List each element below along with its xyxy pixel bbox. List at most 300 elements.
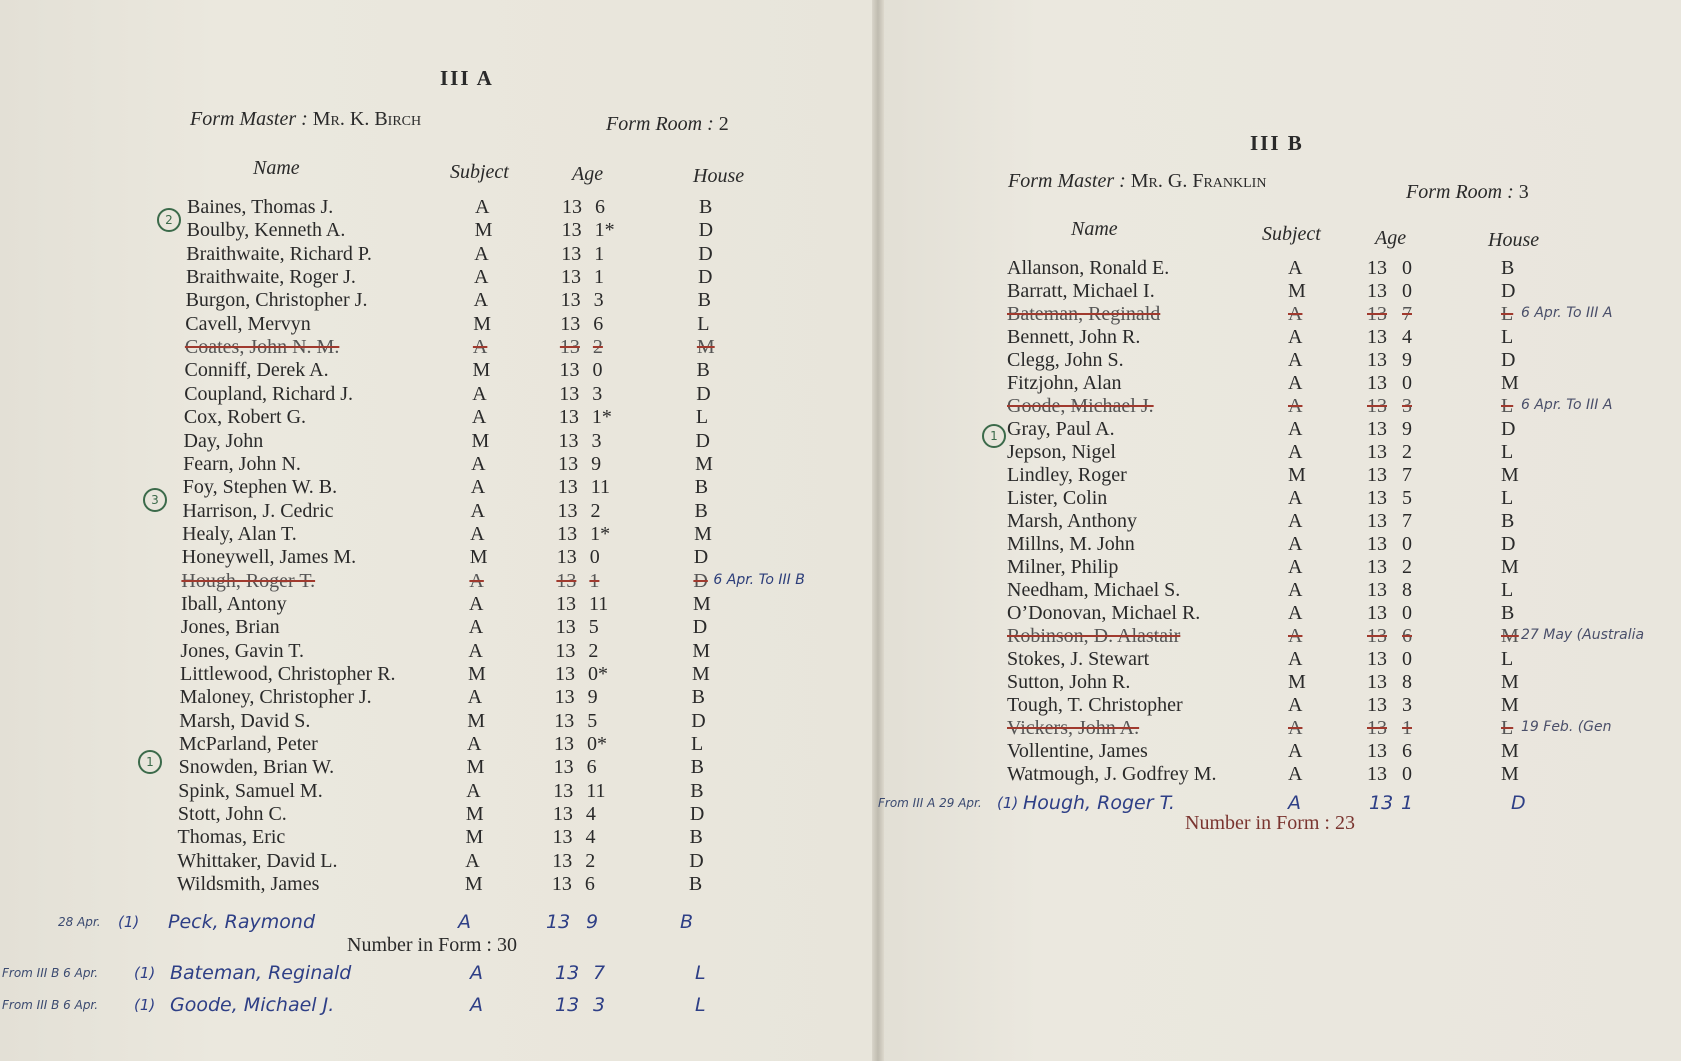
student-subject: A: [1288, 625, 1303, 648]
student-subject: A: [474, 242, 489, 265]
student-age-years: 13: [555, 663, 575, 685]
form-a-title: III A: [440, 66, 494, 90]
student-subject: A: [1288, 441, 1303, 464]
student-name: Lindley, Roger: [1007, 464, 1127, 487]
student-subject: A: [470, 994, 483, 1016]
student-age-years: 13: [556, 592, 577, 615]
student-subject: A: [468, 639, 483, 662]
student-age-months: 3: [1402, 395, 1412, 418]
student-age-years: 13: [552, 849, 573, 872]
student-age-years: 13: [561, 242, 582, 265]
student-house: D: [698, 219, 714, 242]
student-age-years: 13: [555, 616, 576, 639]
student-house: B: [690, 779, 704, 802]
student-subject: A: [458, 911, 471, 933]
student-age-years: 13: [562, 196, 582, 218]
handwritten-row: [2, 994, 1030, 1020]
student-age-months: 9: [1402, 349, 1412, 372]
student-subject: A: [1288, 349, 1303, 372]
roster-row: [181, 593, 1041, 616]
student-house: D: [1511, 792, 1526, 814]
student-age-months: 11: [586, 779, 606, 802]
student-subject: A: [1288, 556, 1303, 579]
student-house: L: [1501, 648, 1514, 671]
student-name: Needham, Michael S.: [1007, 579, 1181, 602]
student-age-years: 13: [1367, 487, 1387, 510]
student-age-years: 13: [559, 336, 580, 359]
student-subject: A: [1288, 533, 1303, 556]
student-age-years: 13: [1367, 395, 1387, 418]
roster-row: [184, 406, 1044, 429]
student-age-years: 13: [1369, 792, 1394, 814]
student-age-years: 13: [1367, 602, 1387, 625]
student-age-years: 13: [546, 911, 571, 933]
student-age-years: 13: [1367, 763, 1387, 786]
student-name: Hough, Roger T.: [181, 569, 316, 592]
student-name: O’Donovan, Michael R.: [1007, 602, 1201, 625]
student-subject: A: [1288, 579, 1303, 602]
student-age-years: 13: [1367, 372, 1387, 395]
student-age-months: 0: [1402, 602, 1412, 625]
student-age-months: 6: [593, 312, 604, 335]
roster-row: [177, 873, 1037, 896]
student-name: Fearn, John N.: [183, 452, 301, 475]
student-name: Maloney, Christopher J.: [179, 686, 372, 709]
student-subject: A: [1288, 372, 1303, 395]
student-subject: A: [1288, 717, 1303, 740]
student-house: L: [1501, 303, 1514, 326]
roster-row: [182, 523, 1042, 546]
student-house: D: [691, 709, 706, 732]
form-b-room-number: 3: [1518, 181, 1529, 203]
roster-row: [1007, 464, 1681, 487]
student-name: Bateman, Reginald: [170, 962, 352, 984]
roster-row: [184, 383, 1044, 406]
student-age-years: 13: [1367, 717, 1387, 740]
student-age-months: 3: [593, 994, 606, 1016]
student-age-months: 6: [1402, 625, 1412, 648]
student-age-months: 4: [1402, 326, 1412, 349]
student-house: M: [1501, 763, 1519, 786]
form-a-header-name: Name: [253, 157, 300, 179]
student-subject: A: [1288, 510, 1303, 533]
student-house: M: [694, 522, 712, 545]
student-age-years: 13: [561, 219, 582, 242]
student-name: Day, John: [183, 429, 264, 452]
student-name: Conniff, Derek A.: [184, 359, 329, 382]
student-name: Baines, Thomas J.: [187, 196, 334, 218]
student-subject: A: [470, 499, 485, 522]
student-name: Burgon, Christopher J.: [185, 289, 368, 312]
handwritten-date-note: 28 Apr.: [58, 915, 101, 929]
student-name: Stokes, J. Stewart: [1007, 648, 1150, 671]
student-age-years: 13: [1367, 510, 1387, 533]
student-subject: A: [1288, 763, 1303, 786]
student-house: B: [699, 196, 713, 218]
student-house: D: [693, 546, 709, 569]
student-house: L: [1501, 717, 1514, 740]
student-subject: A: [1288, 303, 1303, 326]
student-name: Vollentine, James: [1007, 740, 1148, 763]
student-subject: A: [471, 406, 487, 429]
roster-row: [187, 196, 1047, 219]
transfer-note: 6 Apr. To III B: [713, 571, 805, 588]
student-age-years: 13: [1367, 326, 1387, 349]
roster-row: [185, 336, 1045, 359]
student-house: M: [695, 452, 713, 475]
student-age-years: 13: [557, 522, 578, 545]
roster-row: [1007, 487, 1681, 510]
student-subject: M: [468, 663, 486, 685]
form-a-header-house: House: [693, 165, 745, 187]
student-subject: A: [467, 686, 483, 709]
student-age-years: 13: [555, 962, 580, 984]
student-subject: A: [1288, 694, 1303, 717]
handwritten-mark: (1): [118, 913, 140, 931]
form-a-header-age: Age: [572, 163, 604, 185]
student-name: Jepson, Nigel: [1007, 441, 1116, 464]
student-subject: A: [466, 733, 482, 756]
student-house: B: [696, 359, 710, 382]
student-subject: A: [1288, 257, 1303, 279]
roster-row: [181, 616, 1041, 639]
roster-row: [185, 313, 1045, 336]
student-house: B: [1501, 602, 1515, 625]
student-subject: M: [465, 803, 484, 826]
form-a-master-name: Mr. K. Birch: [312, 108, 422, 130]
student-house: D: [695, 429, 710, 452]
student-subject: M: [467, 709, 486, 732]
roster-row: [183, 453, 1043, 476]
student-subject: M: [1288, 280, 1306, 303]
handwritten-mark: (1): [134, 964, 156, 982]
student-age-months: 0: [1402, 257, 1412, 279]
student-subject: A: [470, 476, 486, 499]
form-b-master-name: Mr. G. Franklin: [1130, 170, 1267, 192]
student-age-years: 13: [560, 266, 581, 289]
roster-row: [179, 756, 1039, 779]
student-house: L: [1501, 441, 1514, 464]
student-age-years: 13: [1367, 579, 1387, 602]
student-name: Peck, Raymond: [168, 911, 315, 933]
student-name: Watmough, J. Godfrey M.: [1007, 763, 1217, 786]
student-age-years: 13: [551, 873, 572, 896]
student-subject: A: [473, 266, 489, 289]
student-house: L: [697, 312, 710, 335]
student-house: M: [1501, 556, 1519, 579]
student-age-months: 1: [594, 242, 605, 265]
student-age-months: 0*: [586, 733, 607, 756]
student-subject: A: [473, 289, 489, 312]
student-subject: A: [1288, 648, 1303, 671]
student-age-months: 2: [590, 499, 601, 522]
form-b-count: Number in Form : 23: [1185, 812, 1355, 834]
student-name: Boulby, Kenneth A.: [186, 219, 346, 242]
student-age-years: 13: [560, 312, 581, 335]
student-house: B: [697, 289, 711, 312]
roster-row: [185, 359, 1045, 382]
form-b-header-subject: Subject: [1262, 223, 1321, 245]
roster-row: [1007, 395, 1681, 418]
student-age-months: 9: [587, 686, 598, 709]
student-age-months: 11: [589, 592, 609, 615]
student-house: B: [688, 873, 703, 896]
student-age-years: 13: [1367, 533, 1387, 556]
student-age-years: 13: [556, 546, 577, 569]
roster-row: [1007, 372, 1681, 395]
student-age-months: 1: [1402, 717, 1412, 740]
student-name: Tough, T. Christopher: [1007, 694, 1183, 717]
student-subject: A: [1288, 395, 1303, 418]
student-age-months: 2: [1402, 441, 1412, 464]
student-subject: A: [1288, 602, 1303, 625]
handwritten-date-note: From III B 6 Apr.: [2, 966, 99, 980]
student-age-years: 13: [559, 359, 580, 382]
roster-row: [1007, 441, 1681, 464]
student-subject: A: [1288, 418, 1303, 441]
form-a-room: [606, 113, 729, 136]
student-house: D: [693, 569, 708, 592]
student-house: M: [696, 336, 715, 359]
student-house: L: [1501, 579, 1514, 602]
student-subject: A: [466, 779, 481, 802]
student-house: B: [1501, 257, 1515, 279]
student-house: B: [690, 756, 704, 779]
student-name: Hough, Roger T.: [1023, 792, 1175, 814]
student-subject: M: [473, 312, 492, 335]
circle-mark-icon: 3: [143, 488, 167, 512]
student-age-years: 13: [1367, 625, 1387, 648]
roster-row: [179, 733, 1039, 756]
student-subject: A: [1288, 326, 1303, 349]
student-subject: M: [472, 359, 491, 382]
student-subject: M: [464, 873, 483, 896]
student-age-months: 9: [586, 911, 599, 933]
roster-row: [180, 663, 1040, 686]
roster-row: [182, 500, 1042, 523]
student-age-years: 13: [553, 756, 574, 779]
student-subject: A: [1288, 792, 1301, 814]
form-a-master-label: Form Master :: [190, 108, 308, 130]
roster-row: [179, 710, 1039, 733]
student-age-years: 13: [552, 826, 573, 849]
student-age-months: 0*: [588, 663, 608, 685]
roster-row: [1007, 717, 1681, 740]
student-age-years: 13: [1367, 418, 1387, 441]
student-age-months: 2: [1402, 556, 1412, 579]
student-name: Honeywell, James M.: [181, 546, 357, 569]
student-age-years: 13: [553, 733, 574, 756]
transfer-note: 19 Feb. (Gen: [1521, 719, 1612, 736]
student-house: L: [1501, 326, 1514, 349]
student-subject: A: [465, 849, 480, 872]
form-b-room: [1406, 181, 1529, 204]
student-name: Goode, Michael J.: [1007, 395, 1154, 418]
student-age-months: 0: [592, 359, 603, 382]
student-age-months: 0: [1402, 280, 1412, 303]
handwritten-date-note: From III B 6 Apr.: [2, 998, 99, 1012]
roster-row: [186, 243, 1046, 266]
student-house: L: [1501, 487, 1514, 510]
roster-row: [180, 686, 1040, 709]
student-age-years: 13: [553, 779, 574, 802]
student-subject: A: [471, 452, 486, 475]
student-subject: M: [1288, 464, 1306, 487]
student-subject: A: [470, 962, 483, 984]
student-age-months: 1*: [590, 522, 611, 545]
student-name: Bennett, John R.: [1007, 326, 1141, 349]
student-name: Barratt, Michael I.: [1007, 280, 1155, 303]
student-subject: A: [468, 616, 484, 639]
student-name: Snowden, Brian W.: [178, 756, 335, 779]
student-house: M: [1501, 740, 1519, 763]
student-age-months: 6: [584, 873, 595, 896]
student-age-years: 13: [1367, 556, 1387, 579]
student-name: Jones, Brian: [180, 616, 280, 639]
handwritten-row: [58, 911, 1028, 937]
form-a-room-label: Form Room :: [606, 113, 714, 135]
student-age-years: 13: [1367, 303, 1387, 326]
form-b-room-label: Form Room :: [1406, 181, 1514, 203]
roster-row: [184, 430, 1044, 453]
student-subject: M: [469, 546, 488, 569]
student-house: M: [693, 592, 711, 615]
student-house: B: [694, 476, 709, 499]
student-subject: A: [472, 382, 487, 405]
transfer-note: 27 May (Australia: [1521, 627, 1645, 644]
student-subject: M: [1288, 671, 1306, 694]
student-subject: M: [466, 756, 485, 779]
student-age-months: 1: [593, 266, 604, 289]
roster-row: [1007, 740, 1681, 763]
student-age-years: 13: [554, 686, 575, 709]
student-age-years: 13: [1367, 349, 1387, 372]
student-age-years: 13: [1367, 740, 1387, 763]
student-age-months: 0: [1402, 763, 1412, 786]
roster-row: [178, 826, 1038, 849]
form-a-count: Number in Form : 30: [347, 934, 517, 956]
student-house: L: [695, 994, 706, 1016]
student-age-months: 3: [593, 289, 604, 312]
student-age-years: 13: [558, 429, 579, 452]
student-house: M: [692, 639, 711, 662]
student-house: B: [680, 911, 694, 933]
student-name: McParland, Peter: [178, 733, 318, 756]
student-age-years: 13: [552, 803, 573, 826]
student-age-months: 7: [593, 962, 606, 984]
student-name: Gray, Paul A.: [1007, 418, 1115, 441]
student-subject: A: [472, 336, 488, 359]
student-subject: A: [1288, 487, 1303, 510]
student-subject: M: [471, 429, 490, 452]
student-house: L: [1501, 395, 1514, 418]
student-name: Stott, John C.: [177, 803, 287, 826]
student-age-years: 13: [558, 406, 579, 429]
student-name: Vickers, John A.: [1007, 717, 1140, 740]
student-house: B: [1501, 510, 1515, 533]
student-age-months: 11: [590, 476, 611, 499]
student-age-years: 13: [1367, 257, 1387, 279]
student-age-years: 13: [1367, 648, 1387, 671]
student-age-years: 13: [555, 994, 580, 1016]
student-name: Coates, John N. M.: [184, 336, 340, 359]
student-age-months: 2: [585, 849, 596, 872]
roster-row: [180, 640, 1040, 663]
form-a-room-number: 2: [718, 113, 729, 135]
student-name: Coupland, Richard J.: [184, 382, 354, 405]
student-age-months: 6: [1402, 740, 1412, 763]
student-age-years: 13: [557, 476, 578, 499]
student-age-months: 9: [591, 452, 602, 475]
roster-row: [1007, 602, 1681, 625]
student-house: L: [695, 962, 706, 984]
student-subject: A: [470, 522, 485, 545]
student-house: D: [1501, 533, 1516, 556]
student-house: D: [1501, 349, 1516, 372]
student-age-months: 9: [1402, 418, 1412, 441]
student-name: Allanson, Ronald E.: [1007, 257, 1170, 279]
roster-row: [1007, 579, 1681, 602]
student-age-months: 8: [1402, 671, 1412, 694]
student-name: Wildsmith, James: [176, 873, 320, 896]
handwritten-date-note: From III A 29 Apr.: [878, 796, 982, 810]
student-name: Clegg, John S.: [1007, 349, 1124, 372]
student-age-years: 13: [557, 499, 578, 522]
student-name: Milner, Philip: [1007, 556, 1119, 579]
student-house: D: [1501, 418, 1516, 441]
form-a-header-subject: Subject: [450, 161, 509, 183]
roster-row: [1007, 257, 1681, 280]
roster-row: [1007, 533, 1681, 556]
student-name: Marsh, David S.: [179, 709, 311, 732]
student-age-months: 7: [1402, 464, 1412, 487]
student-age-months: 4: [585, 826, 596, 849]
student-age-months: 0: [1402, 372, 1412, 395]
student-age-months: 5: [588, 616, 599, 639]
roster-row: [1007, 303, 1681, 326]
handwritten-mark: (1): [134, 996, 156, 1014]
student-age-years: 13: [560, 289, 581, 312]
roster-row: [1007, 280, 1681, 303]
roster-row: [1007, 556, 1681, 579]
student-house: M: [1501, 671, 1519, 694]
student-house: D: [689, 803, 705, 826]
student-age-months: 5: [587, 709, 598, 732]
student-name: Thomas, Eric: [177, 826, 286, 849]
student-age-months: 1: [589, 569, 600, 592]
roster-row: [1007, 763, 1681, 786]
handwritten-mark: (1): [997, 794, 1019, 812]
student-house: L: [695, 406, 709, 429]
student-age-months: 0: [1402, 648, 1412, 671]
handwritten-row: [2, 962, 1030, 988]
roster-row: [186, 266, 1046, 289]
student-house: B: [689, 826, 703, 849]
form-b-master-label: Form Master :: [1008, 170, 1126, 192]
student-age-months: 7: [1402, 303, 1412, 326]
student-age-years: 13: [1367, 694, 1387, 717]
student-house: D: [1501, 280, 1516, 303]
student-subject: M: [465, 826, 484, 849]
student-age-months: 1*: [594, 219, 615, 242]
form-b-master: [1008, 170, 1266, 193]
student-age-years: 13: [1367, 464, 1387, 487]
student-name: Cavell, Mervyn: [185, 312, 311, 335]
student-house: L: [690, 733, 704, 756]
roster-row: [1007, 326, 1681, 349]
student-name: Whittaker, David L.: [177, 849, 338, 872]
student-subject: A: [469, 569, 484, 592]
